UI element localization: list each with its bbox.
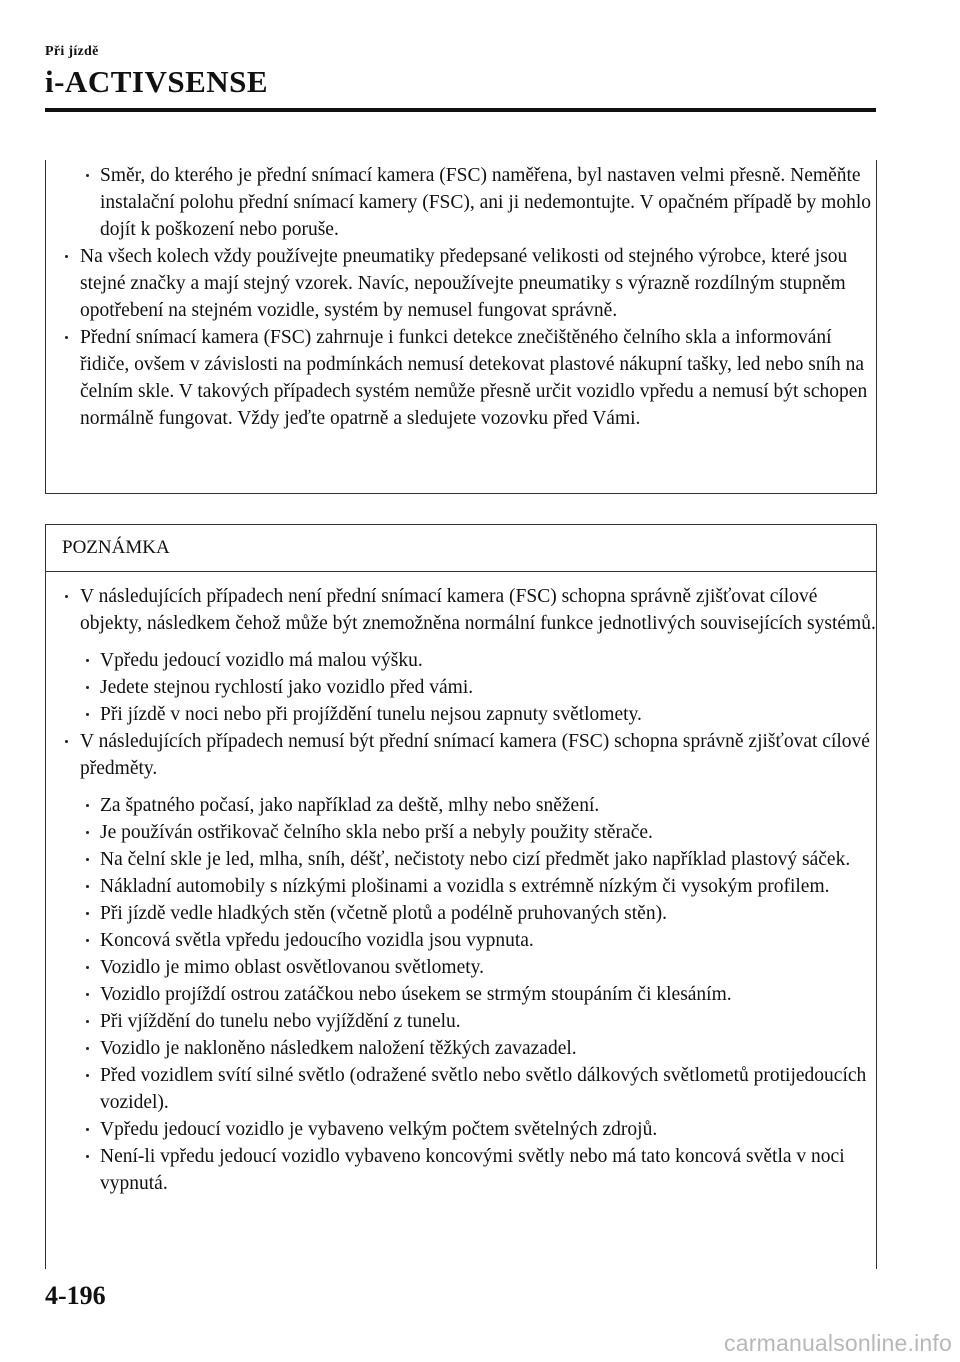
- list-item-text: Při jízdě v noci nebo při projíždění tunelu nejsou zapnuty světlomety.: [100, 704, 642, 725]
- list-item-text: Jedete stejnou rychlostí jako vozidlo před vámi.: [100, 677, 474, 698]
- list-item-text: Je používán ostřikovač čelního skla nebo prší a nebyly použity stěrače.: [100, 822, 653, 843]
- bullet-icon: [65, 255, 68, 258]
- list-item: [46, 162, 876, 243]
- list-item-text: Na všech kolech vždy používejte pneumatiky předepsané velikosti od stejného výrobce, které jsou stejné značky a mají stejný vzorek. Navíc, nepoužívejte pneumatiky s výrazně rozdílným stupněm opotřebení na stejném vozidle, systém by nemusel fungovat správně.: [80, 246, 848, 321]
- bullet-icon: [86, 831, 89, 834]
- list-item-text: Při vjíždění do tunelu nebo vyjíždění z tunelu.: [100, 1011, 461, 1032]
- list-item-text: Vpředu jedoucí vozidlo je vybaveno velkým počtem světelných zdrojů.: [100, 1119, 658, 1140]
- bullet-icon: [86, 713, 89, 716]
- list-item-text: Nákladní automobily s nízkými plošinami a vozidla s extrémně nízkým či vysokým profilem.: [100, 876, 830, 897]
- list-item: [46, 1116, 876, 1143]
- bullet-icon: [86, 1047, 89, 1050]
- list-item-text: Přední snímací kamera (FSC) zahrnuje i funkci detekce znečištěného čelního skla a informování řidiče, ovšem v závislosti na podmínkách nemusí detekovat plastové nákupní tašky, led nebo sníh na čelním skle. V takových případech systém nemůže přesně určit vozidlo vpředu a nemusí být schopen normálně fungovat. Vždy jeďte opatrně a sledujete vozovku před Vámi.: [80, 327, 868, 429]
- list-item-text: Za špatného počasí, jako například za deště, mlhy nebo sněžení.: [100, 795, 600, 816]
- list-item-text: V následujících případech není přední snímací kamera (FSC) schopna správně zjišťovat cílové objekty, následkem čehož může být znemožněna normální funkce jednotlivých souvisejících systémů.: [80, 586, 876, 634]
- list-item: [46, 981, 876, 1008]
- note-box: [45, 524, 877, 1269]
- list-item: [46, 728, 876, 782]
- list-item-text: Vozidlo projíždí ostrou zatáčkou nebo úsekem se strmým stoupáním či klesáním.: [100, 984, 732, 1005]
- bullet-icon: [86, 1128, 89, 1131]
- bullet-icon: [65, 740, 68, 743]
- title-rule: [45, 108, 876, 112]
- bullet-icon: [86, 1074, 89, 1077]
- list-item-text: Na čelní skle je led, mlha, sníh, déšť, nečistoty nebo cizí předmět jako například plastový sáček.: [100, 849, 851, 870]
- bullet-icon: [65, 595, 68, 598]
- list-item: [46, 1008, 876, 1035]
- warning-list: [46, 160, 876, 432]
- bullet-icon: [86, 1155, 89, 1158]
- list-item: [46, 819, 876, 846]
- bullet-icon: [86, 659, 89, 662]
- list-item-text: Směr, do kterého je přední snímací kamera (FSC) naměřena, byl nastaven velmi přesně. Neměňte instalační polohu přední snímací kamery (FSC), ani ji nedemontujte. V opačném případě by mohlo dojít k poškození nebo poruše.: [100, 165, 872, 240]
- list-item-text: Při jízdě vedle hladkých stěn (včetně plotů a podélně pruhovaných stěn).: [100, 903, 667, 924]
- list-item: [46, 243, 876, 324]
- list-item: [46, 647, 876, 674]
- list-item: [46, 324, 876, 432]
- list-item-text: V následujících případech nemusí být přední snímací kamera (FSC) schopna správně zjišťovat cílové předměty.: [80, 731, 870, 779]
- list-item: [46, 1143, 876, 1197]
- list-item-text: Vozidlo je nakloněno následkem naložení těžkých zavazadel.: [100, 1038, 577, 1059]
- warning-box: [45, 160, 877, 494]
- list-item: [46, 583, 876, 637]
- list-item: [46, 873, 876, 900]
- section-label: Při jízdě: [45, 44, 99, 59]
- bullet-icon: [86, 858, 89, 861]
- list-item: [46, 900, 876, 927]
- note-heading: POZNÁMKA: [46, 525, 876, 572]
- list-item: [46, 1062, 876, 1116]
- bullet-icon: [86, 885, 89, 888]
- bullet-icon: [86, 939, 89, 942]
- page-title: i-ACTIVSENSE: [45, 64, 269, 99]
- list-item: [46, 927, 876, 954]
- bullet-icon: [86, 993, 89, 996]
- note-list: [46, 572, 876, 1197]
- list-item-text: Koncová světla vpředu jedoucího vozidla jsou vypnuta.: [100, 930, 534, 951]
- bullet-icon: [86, 686, 89, 689]
- list-item: [46, 701, 876, 728]
- bullet-icon: [86, 804, 89, 807]
- bullet-icon: [65, 336, 68, 339]
- list-item: [46, 846, 876, 873]
- list-item-text: Není-li vpředu jedoucí vozidlo vybaveno koncovými světly nebo má tato koncová světla v noci vypnutá.: [100, 1146, 845, 1194]
- list-item-text: Vozidlo je mimo oblast osvětlovanou světlomety.: [100, 957, 485, 978]
- list-item-text: Před vozidlem svítí silné světlo (odražené světlo nebo světlo dálkových světlometů protijedoucích vozidel).: [100, 1065, 867, 1113]
- list-item: [46, 674, 876, 701]
- page-number: 4-196: [45, 1281, 106, 1310]
- list-item-text: Vpředu jedoucí vozidlo má malou výšku.: [100, 650, 423, 671]
- list-item: [46, 954, 876, 981]
- bullet-icon: [86, 912, 89, 915]
- watermark[interactable]: carmanualsonline.info: [724, 1330, 952, 1356]
- bullet-icon: [86, 1020, 89, 1023]
- bullet-icon: [86, 966, 89, 969]
- list-item: [46, 792, 876, 819]
- bullet-icon: [86, 174, 89, 177]
- list-item: [46, 1035, 876, 1062]
